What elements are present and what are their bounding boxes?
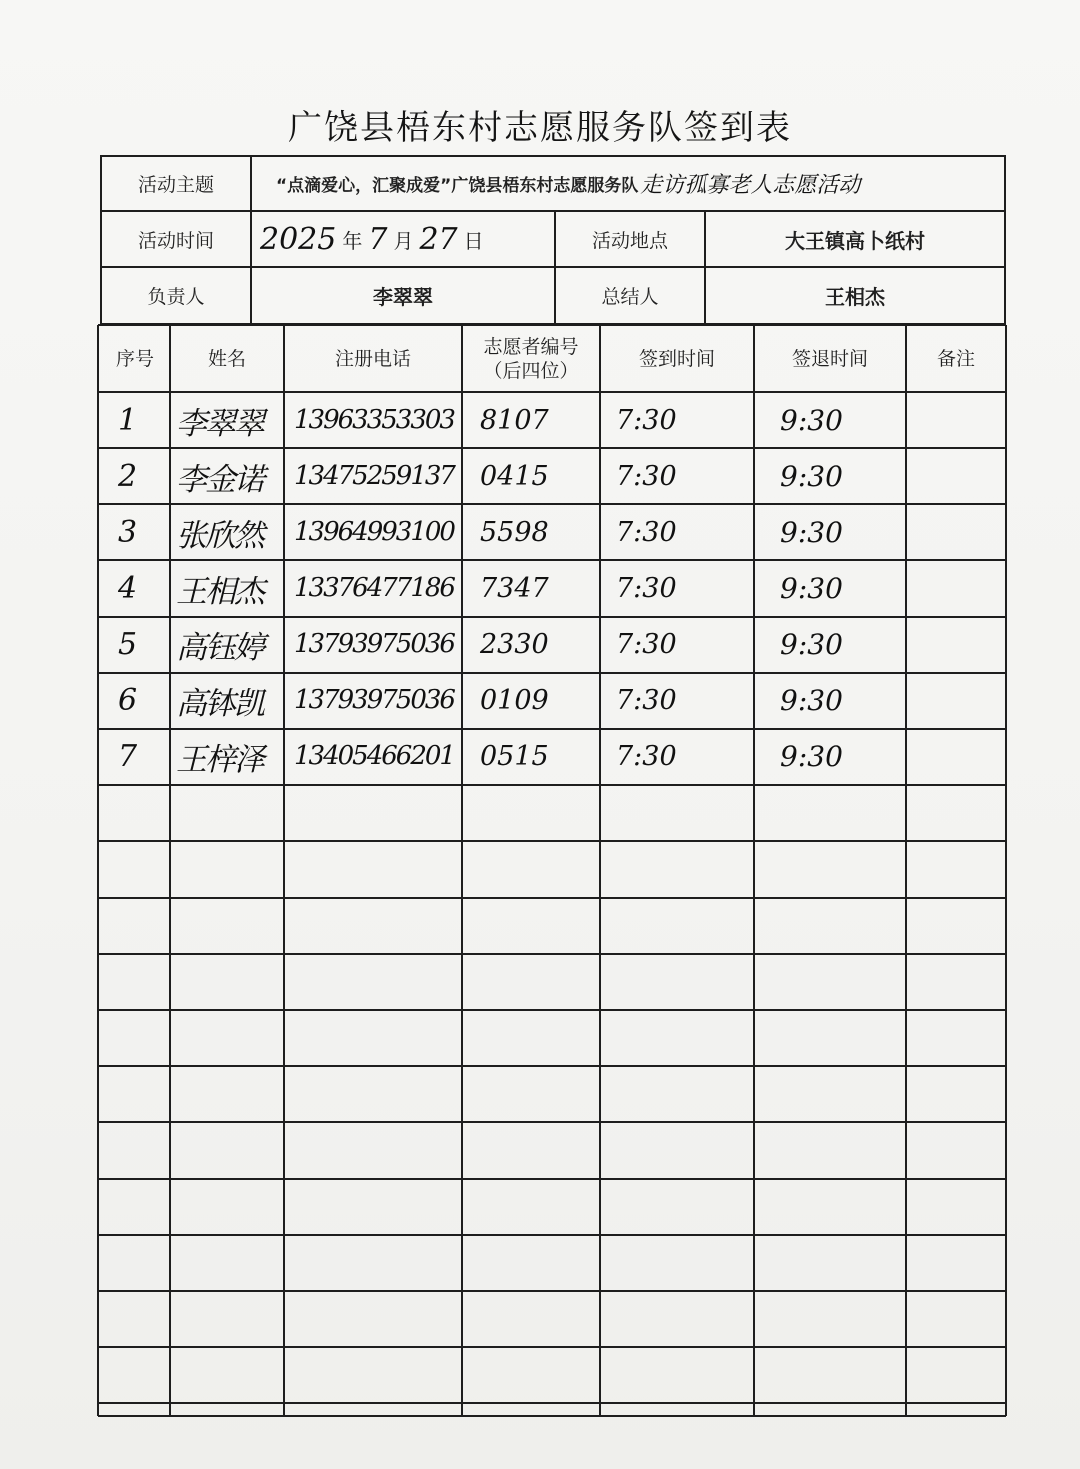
date-year: 2025 <box>260 221 337 257</box>
place-label: 活动地点 <box>554 210 706 268</box>
summary-label: 总结人 <box>554 266 706 325</box>
row-volunteer-id: 5598 <box>480 516 549 548</box>
place-value: 大王镇高卜纸村 <box>704 210 1006 268</box>
page-title: 广饶县梧东村志愿服务队签到表 <box>288 108 792 148</box>
row-name: 李金诺 <box>176 461 263 498</box>
row-name: 王梓泽 <box>176 741 263 778</box>
row-checkout-time: 9:30 <box>780 683 843 717</box>
row-seq: 1 <box>118 402 138 438</box>
row-checkout-time: 9:30 <box>780 459 843 493</box>
row-seq: 2 <box>118 458 138 494</box>
col-head-checkout: 签退时间 <box>791 348 868 370</box>
table-row <box>0 616 1080 672</box>
summary-value: 王相杰 <box>704 266 1006 325</box>
col-head-remark: 备注 <box>936 348 975 370</box>
topic-printed: “点滴爱心，汇聚成爱”广饶县梧东村志愿服务队 <box>276 176 639 196</box>
date-year-unit: 年 <box>342 228 363 253</box>
row-checkin-time: 7:30 <box>616 572 677 604</box>
leader-value: 李翠翠 <box>250 266 556 325</box>
topic-handwritten: 走访孤寡老人志愿活动 <box>640 173 861 198</box>
row-volunteer-id: 0109 <box>480 684 549 716</box>
time-label: 活动时间 <box>100 210 252 268</box>
row-phone: 13964993100 <box>294 517 454 547</box>
col-head-id-line1: 志愿者编号 <box>483 336 579 358</box>
row-checkin-time: 7:30 <box>616 460 677 492</box>
table-row <box>0 504 1080 560</box>
row-name: 高钵凯 <box>176 685 263 722</box>
row-seq: 4 <box>118 570 138 606</box>
col-head-id-line2: （后四位） <box>483 360 579 382</box>
row-volunteer-id: 2330 <box>480 628 549 660</box>
table-row <box>0 560 1080 616</box>
col-head-name: 姓名 <box>207 348 246 370</box>
row-volunteer-id: 7347 <box>480 572 549 604</box>
row-volunteer-id: 0515 <box>480 740 549 772</box>
table-row <box>0 448 1080 504</box>
row-name: 张欣然 <box>176 517 263 554</box>
row-seq: 5 <box>118 626 138 662</box>
row-phone: 13793975036 <box>294 685 454 715</box>
row-seq: 7 <box>118 738 138 774</box>
table-row <box>0 672 1080 728</box>
col-head-phone: 注册电话 <box>334 348 411 370</box>
leader-label: 负责人 <box>100 266 252 325</box>
row-checkin-time: 7:30 <box>616 684 677 716</box>
row-checkin-time: 7:30 <box>616 740 677 772</box>
table-row <box>0 392 1080 448</box>
date-month-unit: 月 <box>393 228 414 253</box>
row-checkout-time: 9:30 <box>780 627 843 661</box>
row-phone: 13793975036 <box>294 629 454 659</box>
topic-label: 活动主题 <box>100 155 252 212</box>
row-seq: 3 <box>118 514 138 550</box>
row-phone: 13376477186 <box>294 573 454 603</box>
row-checkout-time: 9:30 <box>780 403 843 437</box>
table-row <box>0 728 1080 784</box>
row-name: 李翠翠 <box>176 405 263 442</box>
col-head-volunteer-id <box>462 326 600 392</box>
row-volunteer-id: 0415 <box>480 460 549 492</box>
row-checkin-time: 7:30 <box>616 628 677 660</box>
row-checkout-time: 9:30 <box>780 515 843 549</box>
row-phone: 13405466201 <box>294 741 454 771</box>
date-day-unit: 日 <box>463 228 484 253</box>
row-phone: 13963353303 <box>294 405 454 435</box>
col-head-checkin: 签到时间 <box>638 348 715 370</box>
row-phone: 13475259137 <box>294 461 454 491</box>
row-name: 王相杰 <box>176 573 263 610</box>
col-head-seq: 序号 <box>115 348 154 370</box>
date-day: 27 <box>419 221 458 257</box>
row-volunteer-id: 8107 <box>480 404 549 436</box>
row-name: 高钰婷 <box>176 629 263 666</box>
row-checkout-time: 9:30 <box>780 739 843 773</box>
row-seq: 6 <box>118 682 138 718</box>
row-checkout-time: 9:30 <box>780 571 843 605</box>
date-month: 7 <box>368 221 388 257</box>
row-checkin-time: 7:30 <box>616 516 677 548</box>
row-checkin-time: 7:30 <box>616 404 677 436</box>
